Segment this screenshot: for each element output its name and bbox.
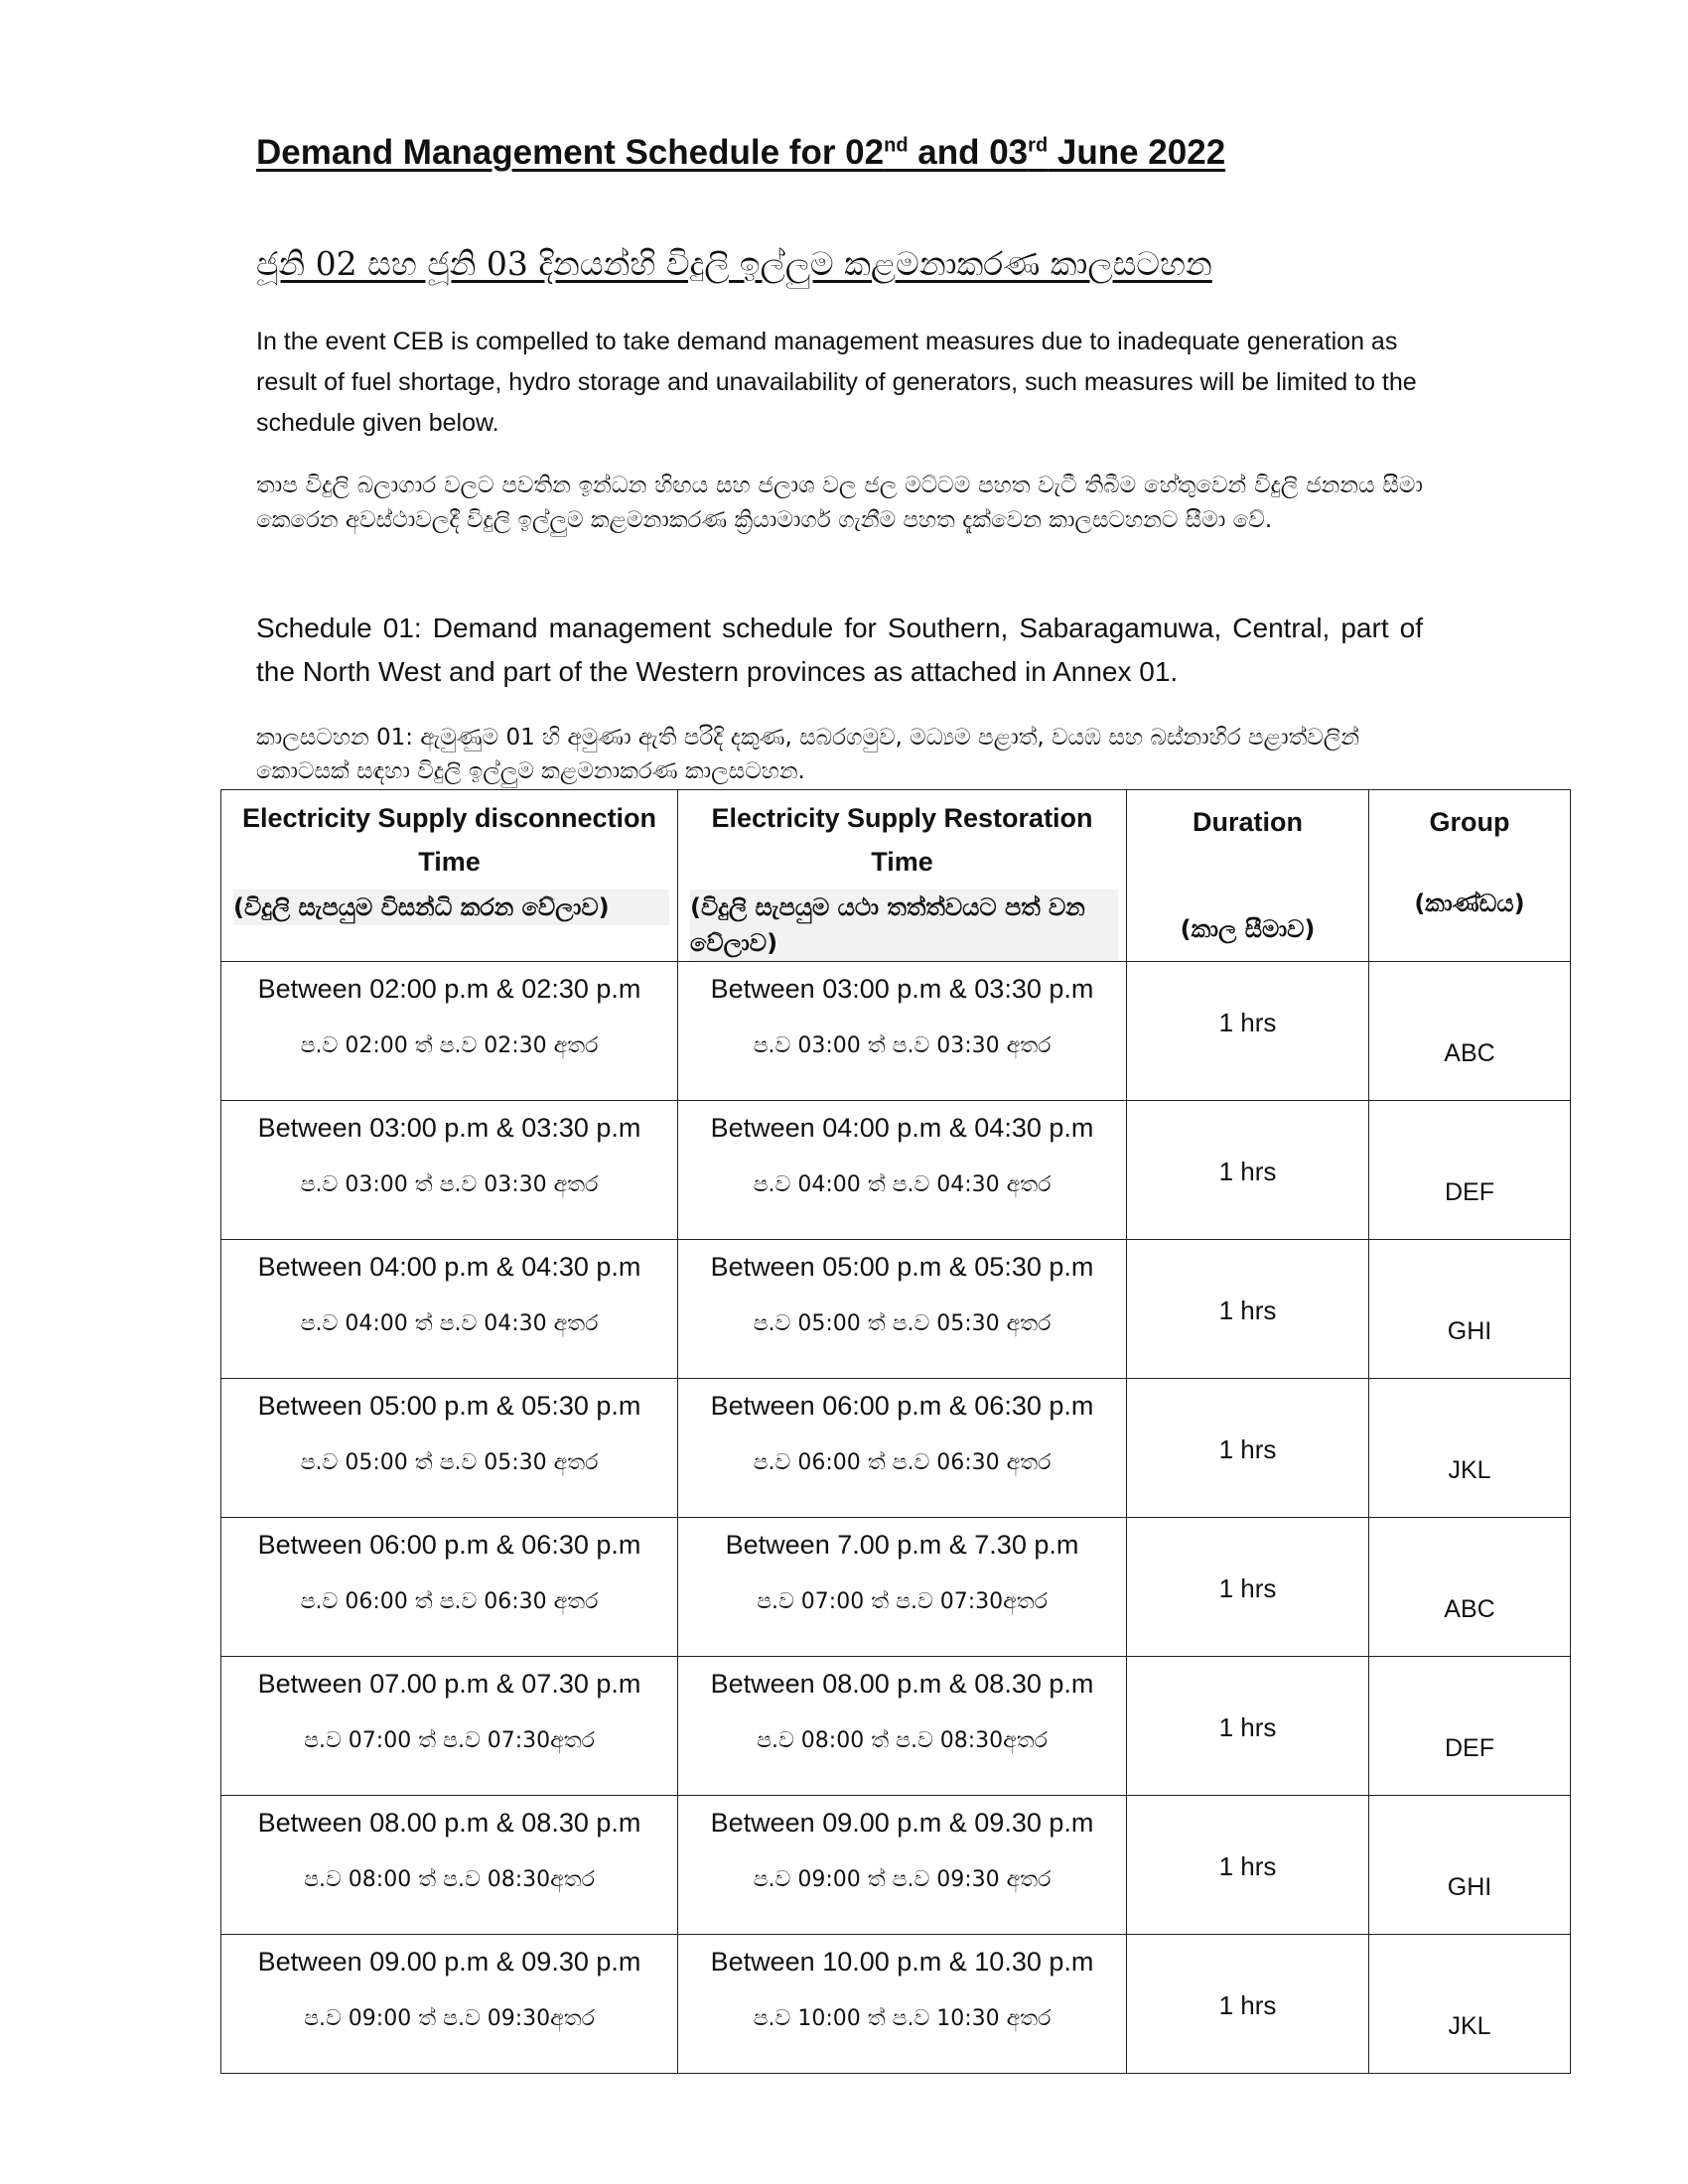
header-duration-en: Duration [1193, 807, 1303, 837]
restoration-time-en: Between 04:00 p.m & 04:30 p.m [710, 1113, 1094, 1143]
table-row [221, 1240, 1571, 1379]
duration-value: 1 hrs [1218, 1573, 1277, 1603]
disconnection-cell [221, 1518, 678, 1657]
restoration-cell [678, 962, 1127, 1101]
title-text: Demand Management Schedule for 02 [256, 133, 885, 172]
duration-cell [1127, 1240, 1369, 1379]
sinhala-title: ජූනි 02 සහ ජූනි 03 දිනයන්හි විදුලි ඉල්ලුම කළමනාකරණ කාලසටහන [256, 244, 1212, 283]
group-value: ABC [1444, 1595, 1495, 1623]
group-value: DEF [1445, 1178, 1494, 1206]
schedule-description-sinhala: කාලසටහන 01: ඇමුණුම 01 හි අමුණා ඇති පරිදි දකුණ, සබරගමුව, මධ්‍යම පළාත්, වයඹ සහ බස්නාහිර පළාත්වලින් කොටසක් සඳහා විදුලි ඉල්ලුම කළමනාකරණ කාලසටහන. [256, 725, 1360, 784]
disconnection-cell [221, 1935, 678, 2074]
restoration-time-si: ප.ව 09:00 ත් ප.ව 09:30 අතර [753, 1867, 1052, 1892]
table-row [221, 1101, 1571, 1240]
disconnection-time-si: ප.ව 03:00 ත් ප.ව 03:30 අතර [300, 1172, 599, 1197]
group-value: GHI [1447, 1873, 1492, 1901]
restoration-cell [678, 1379, 1127, 1518]
disconnection-time-en: Between 02:00 p.m & 02:30 p.m [257, 974, 641, 1004]
disconnection-time-si: ප.ව 09:00 ත් ප.ව 09:30අතර [304, 2006, 595, 2031]
restoration-time-si: ප.ව 06:00 ත් ප.ව 06:30 අතර [753, 1450, 1052, 1475]
disconnection-time-en: Between 05:00 p.m & 05:30 p.m [257, 1391, 641, 1421]
title-superscript-rd: rd [1028, 134, 1049, 157]
header-group-en: Group [1429, 807, 1510, 837]
restoration-cell [678, 1518, 1127, 1657]
restoration-time-si: ප.ව 10:00 ත් ප.ව 10:30 අතර [753, 2006, 1052, 2031]
header-restoration [678, 790, 1127, 962]
header-disconnection-en: Electricity Supply disconnection Time [241, 803, 657, 877]
restoration-time-en: Between 06:00 p.m & 06:30 p.m [710, 1391, 1094, 1421]
duration-cell [1127, 1657, 1369, 1796]
duration-value: 1 hrs [1218, 1990, 1277, 2020]
table-row [221, 1796, 1571, 1935]
duration-cell [1127, 1379, 1369, 1518]
duration-value: 1 hrs [1218, 1157, 1277, 1186]
disconnection-time-en: Between 03:00 p.m & 03:30 p.m [257, 1113, 641, 1143]
header-restoration-si: (විදුලි සැපයුම යථා තත්ත්වයට පත් වන වේලාව) [690, 889, 1118, 961]
intro-english: In the event CEB is compelled to take demand management measures due to inadequate generation as result of fuel shortage, hydro storage and unavailability of generators, such measures will be limited to the schedule given below. [256, 328, 1417, 437]
disconnection-time-si: ප.ව 02:00 ත් ප.ව 02:30 අතර [300, 1033, 599, 1058]
duration-cell [1127, 1935, 1369, 2074]
header-group-si: (කාණ්ඩය) [1414, 889, 1525, 917]
disconnection-cell [221, 1101, 678, 1240]
restoration-time-en: Between 09.00 p.m & 09.30 p.m [710, 1808, 1094, 1838]
disconnection-time-si: ප.ව 08:00 ත් ප.ව 08:30අතර [304, 1867, 595, 1892]
duration-value: 1 hrs [1218, 1851, 1277, 1881]
title-text-suffix: June 2022 [1048, 133, 1226, 172]
table-header-row [221, 790, 1571, 962]
restoration-cell [678, 1101, 1127, 1240]
restoration-cell [678, 1240, 1127, 1379]
restoration-cell [678, 1657, 1127, 1796]
duration-cell [1127, 1796, 1369, 1935]
title-text-mid: and 03 [908, 133, 1029, 172]
document-title [256, 133, 1225, 173]
disconnection-time-en: Between 09.00 p.m & 09.30 p.m [257, 1947, 641, 1977]
restoration-time-si: ප.ව 04:00 ත් ප.ව 04:30 අතර [753, 1172, 1052, 1197]
group-value: DEF [1445, 1734, 1494, 1762]
group-value: ABC [1444, 1039, 1495, 1067]
disconnection-time-en: Between 04:00 p.m & 04:30 p.m [257, 1252, 641, 1282]
group-cell [1369, 1240, 1571, 1379]
restoration-time-en: Between 05:00 p.m & 05:30 p.m [710, 1252, 1094, 1282]
table-row [221, 1657, 1571, 1796]
table-row [221, 1935, 1571, 2074]
schedule-table [220, 789, 1571, 2074]
duration-cell [1127, 1518, 1369, 1657]
restoration-cell [678, 1935, 1127, 2074]
disconnection-cell [221, 962, 678, 1101]
table-row [221, 962, 1571, 1101]
table-row [221, 1518, 1571, 1657]
table-row [221, 1379, 1571, 1518]
restoration-time-si: ප.ව 08:00 ත් ප.ව 08:30අතර [757, 1728, 1048, 1753]
schedule-description-english: Schedule 01: Demand management schedule for Southern, Sabaragamuwa, Central, part of the North West and part of the Western provinces as attached in Annex 01. [256, 613, 1423, 687]
disconnection-time-si: ප.ව 05:00 ත් ප.ව 05:30 අතර [300, 1450, 599, 1475]
header-group [1369, 790, 1571, 962]
restoration-cell [678, 1796, 1127, 1935]
group-cell [1369, 1796, 1571, 1935]
disconnection-cell [221, 1240, 678, 1379]
header-duration-si: (කාල සීමාව) [1180, 915, 1316, 943]
restoration-time-si: ප.ව 03:00 ත් ප.ව 03:30 අතර [753, 1033, 1052, 1058]
duration-value: 1 hrs [1218, 1434, 1277, 1464]
intro-sinhala: තාප විදුලි බලාගාර වලට පවතින ඉන්ධන හිඟය සහ ජලාශ වල ජල මට්ටම පහත වැටී තිබීම හේතුවෙන් විදුලි ජනනය සීමා කෙරෙන අවස්ථාවලදී විදුලි ඉල්ලුම කළමනාකරණ ක්‍රියාමාර්ග ගැනීම පහත දැක්වෙන කාලසටහනට සීමා වේ. [256, 473, 1423, 533]
group-cell [1369, 1379, 1571, 1518]
group-cell [1369, 1935, 1571, 2074]
disconnection-cell [221, 1379, 678, 1518]
title-superscript-nd: nd [884, 134, 909, 157]
disconnection-time-en: Between 07.00 p.m & 07.30 p.m [257, 1669, 641, 1699]
duration-value: 1 hrs [1218, 1296, 1277, 1325]
group-cell [1369, 962, 1571, 1101]
group-cell [1369, 1657, 1571, 1796]
header-disconnection-si: (විදුලි සැපයුම විසන්ධි කරන වේලාව) [233, 889, 669, 925]
restoration-time-en: Between 7.00 p.m & 7.30 p.m [725, 1530, 1079, 1560]
duration-cell [1127, 1101, 1369, 1240]
restoration-time-si: ප.ව 05:00 ත් ප.ව 05:30 අතර [753, 1311, 1052, 1336]
header-restoration-en: Electricity Supply Restoration Time [711, 803, 1093, 877]
restoration-time-en: Between 08.00 p.m & 08.30 p.m [710, 1669, 1094, 1699]
disconnection-time-en: Between 06:00 p.m & 06:30 p.m [257, 1530, 641, 1560]
group-cell [1369, 1518, 1571, 1657]
header-duration [1127, 790, 1369, 962]
disconnection-time-si: ප.ව 07:00 ත් ප.ව 07:30අතර [304, 1728, 595, 1753]
group-value: JKL [1448, 2012, 1491, 2040]
disconnection-cell [221, 1657, 678, 1796]
group-value: GHI [1447, 1317, 1492, 1345]
disconnection-time-si: ප.ව 06:00 ත් ප.ව 06:30 අතර [300, 1589, 599, 1614]
restoration-time-en: Between 10.00 p.m & 10.30 p.m [710, 1947, 1094, 1977]
duration-value: 1 hrs [1218, 1008, 1277, 1037]
header-disconnection [221, 790, 678, 962]
disconnection-time-si: ප.ව 04:00 ත් ප.ව 04:30 අතර [300, 1311, 599, 1336]
group-value: JKL [1448, 1456, 1491, 1484]
duration-value: 1 hrs [1218, 1712, 1277, 1742]
disconnection-cell [221, 1796, 678, 1935]
disconnection-time-en: Between 08.00 p.m & 08.30 p.m [257, 1808, 641, 1838]
group-cell [1369, 1101, 1571, 1240]
restoration-time-en: Between 03:00 p.m & 03:30 p.m [710, 974, 1094, 1004]
duration-cell [1127, 962, 1369, 1101]
restoration-time-si: ප.ව 07:00 ත් ප.ව 07:30අතර [757, 1589, 1048, 1614]
